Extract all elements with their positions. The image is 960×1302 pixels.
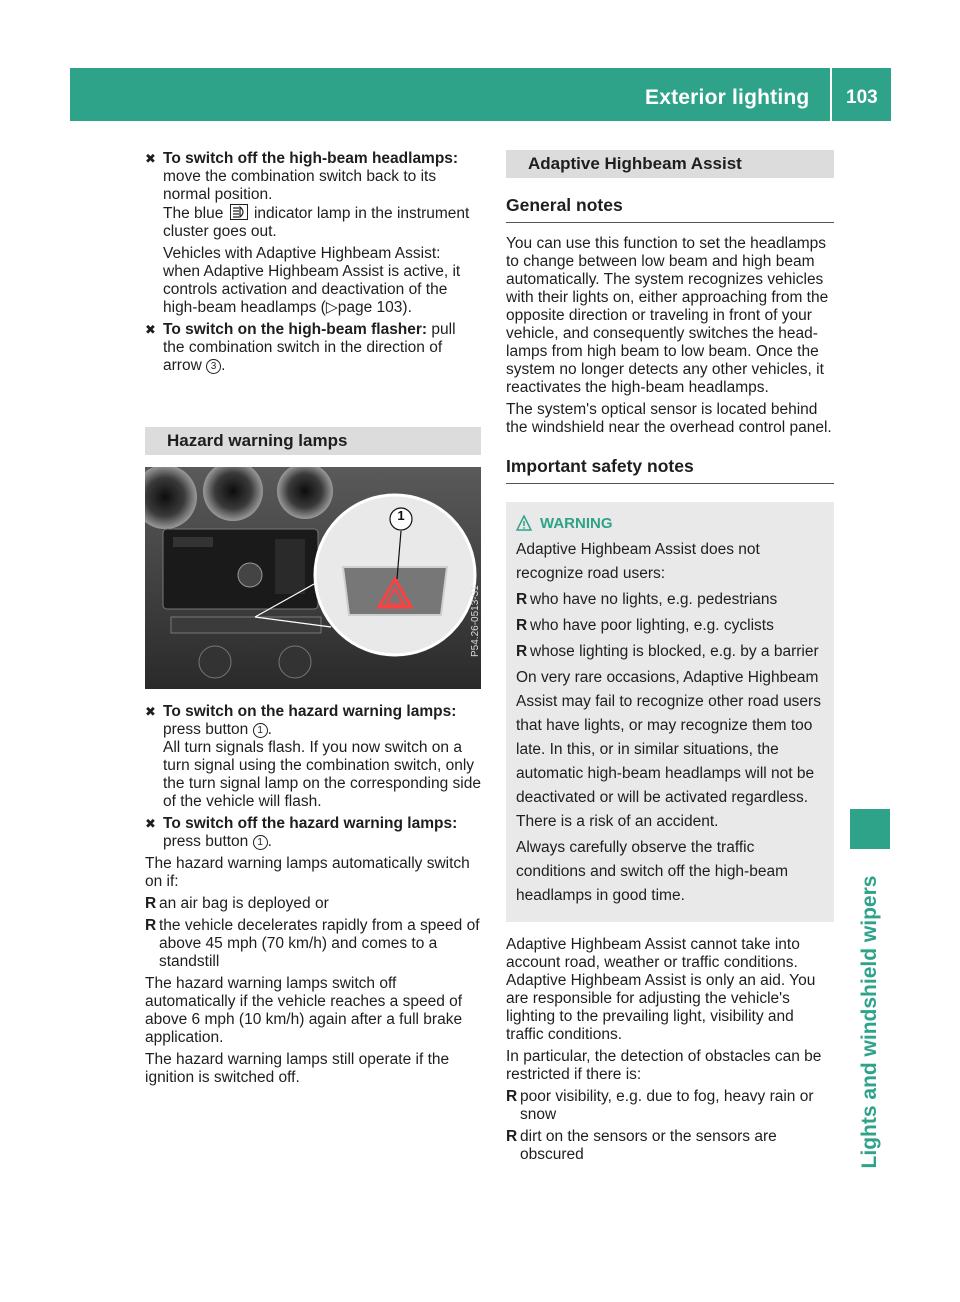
warning-paragraph: On very rare occasions, Adaptive Highbeam Assist may fail to recognize other road users that have lights, or may recognize them too late. In this, or in similar situations, the automatic high-beam headlamps will not be deactivated or will be activated regardless. There is a risk of an accident. <box>516 669 821 830</box>
paragraph: The hazard warning lamps automatically switch on if: <box>145 855 470 890</box>
page-ref[interactable]: page 103 <box>337 299 403 316</box>
step-arrow-icon: ✖ <box>145 151 156 166</box>
warning-intro: Adaptive Highbeam Assist does not recognize road users: <box>516 541 760 582</box>
list-item: R who have no lights, e.g. pedestrians <box>516 588 824 612</box>
step-hazard-off <box>145 815 481 851</box>
list-item: R dirt on the sensors or the sensors are obscured <box>506 1128 777 1163</box>
step-label: To switch off the high-beam headlamps: <box>163 150 459 167</box>
step-text: indicator lamp in the instrument cluster goes out. <box>163 205 470 240</box>
step-flasher-on <box>145 321 481 375</box>
bullet-icon: R <box>506 1128 518 1145</box>
bullet-icon: R <box>516 617 528 634</box>
callout-number: 1 <box>253 723 268 738</box>
step-end: . <box>267 833 272 850</box>
list-item: R poor visibility, e.g. due to fog, heavy rain or snow <box>506 1088 814 1123</box>
paragraph: In particular, the detection of obstacles can be restricted if there is: <box>506 1048 822 1083</box>
high-beam-indicator-icon <box>230 204 248 220</box>
subheading-general-notes: General notes <box>506 190 834 223</box>
page-ref-arrow-icon: ▷ <box>325 299 338 316</box>
step-text: press button <box>163 721 249 738</box>
step-highbeam-off <box>145 150 481 317</box>
step-arrow-icon: ✖ <box>145 704 156 719</box>
step-label: To switch off the hazard warning lamps: <box>163 815 458 832</box>
step-end: . <box>267 721 272 738</box>
list-item: R the vehicle decelerates rapidly from a speed of above 45 mph (70 km/h) and comes to a standstill <box>145 917 480 970</box>
bullet-icon: R <box>516 591 528 608</box>
list-item: R who have poor lighting, e.g. cyclists <box>516 614 824 638</box>
callout-number: 3 <box>206 359 221 374</box>
step-text: All turn signals flash. If you now switch on a turn signal using the combination switch, only the turn signal lamp on the corresponding side of the vehicle will flash. <box>163 739 481 810</box>
side-tab-label: Lights and windshield wipers <box>858 875 881 1169</box>
warning-paragraph: Always carefully observe the traffic conditions and switch off the high-beam headlamps in good time. <box>516 839 788 904</box>
photo-callout-number: 1 <box>397 508 405 523</box>
warning-title <box>516 512 824 534</box>
step-text: pull the combination switch in the direction of arrow <box>163 321 456 374</box>
callout-number: 1 <box>253 835 268 850</box>
side-tab-marker <box>850 809 890 849</box>
section-heading-ahb: Adaptive Highbeam Assist <box>506 150 834 178</box>
step-note-text: Vehicles with Adaptive Highbeam Assist: when Adaptive Highbeam Assist is active, it controls activation and deactivation of the high-beam headlamps ( <box>163 245 461 316</box>
step-hazard-on <box>145 703 481 811</box>
warning-box <box>506 502 834 922</box>
step-end: . <box>221 357 226 374</box>
paragraph: You can use this function to set the headlamps to change between low beam and high beam automatically. The system recognizes vehicles with their lights on, either approaching from the opposite direction or traveling in front of your vehicle, and consequently switches the head-lamps from high beam to low beam. Once the system no longer detects any other vehicles, it reactivates the high-beam headlamps. <box>506 235 829 396</box>
header-separator <box>830 68 832 121</box>
warning-icon <box>516 515 532 531</box>
step-text: move the combination switch back to its normal position. <box>163 168 437 203</box>
page-header <box>70 68 891 121</box>
chapter-title: Exterior lighting <box>645 86 810 109</box>
step-note-end: ). <box>402 299 412 316</box>
hazard-switch-photo <box>145 467 481 689</box>
step-arrow-icon: ✖ <box>145 322 156 337</box>
bullet-icon: R <box>145 895 157 912</box>
step-note <box>163 245 481 317</box>
step-arrow-icon: ✖ <box>145 816 156 831</box>
paragraph: Adaptive Highbeam Assist cannot take into account road, weather or traffic conditions. Adaptive Highbeam Assist is only an aid. You are responsible for adjusting the vehicle's lighting to the prevailing light, visibility and traffic conditions. <box>506 936 816 1043</box>
list-item: R an air bag is deployed or <box>145 895 329 912</box>
bullet-icon: R <box>516 643 528 660</box>
paragraph: The hazard warning lamps switch off automatically if the vehicle reaches a speed of above 6 mph (10 km/h) again after a full brake application. <box>145 975 463 1046</box>
step-text: press button <box>163 833 249 850</box>
paragraph: The system's optical sensor is located behind the windshield near the overhead control panel. <box>506 401 832 436</box>
step-label: To switch on the high-beam flasher: <box>163 321 428 338</box>
subheading-safety-notes: Important safety notes <box>506 451 834 484</box>
bullet-icon: R <box>506 1088 518 1105</box>
step-label: To switch on the hazard warning lamps: <box>163 703 457 720</box>
photo-code: P54.26-0513-31 <box>470 585 481 657</box>
list-item: R whose lighting is blocked, e.g. by a barrier <box>516 640 824 664</box>
step-text: The blue <box>163 205 224 222</box>
section-heading-hazard: Hazard warning lamps <box>145 427 481 455</box>
warning-title-text: WARNING <box>540 515 613 532</box>
paragraph: The hazard warning lamps still operate if the ignition is switched off. <box>145 1051 450 1086</box>
bullet-icon: R <box>145 917 157 934</box>
page-number: 103 <box>846 87 878 108</box>
right-column <box>506 150 834 1168</box>
left-column <box>145 150 481 1091</box>
